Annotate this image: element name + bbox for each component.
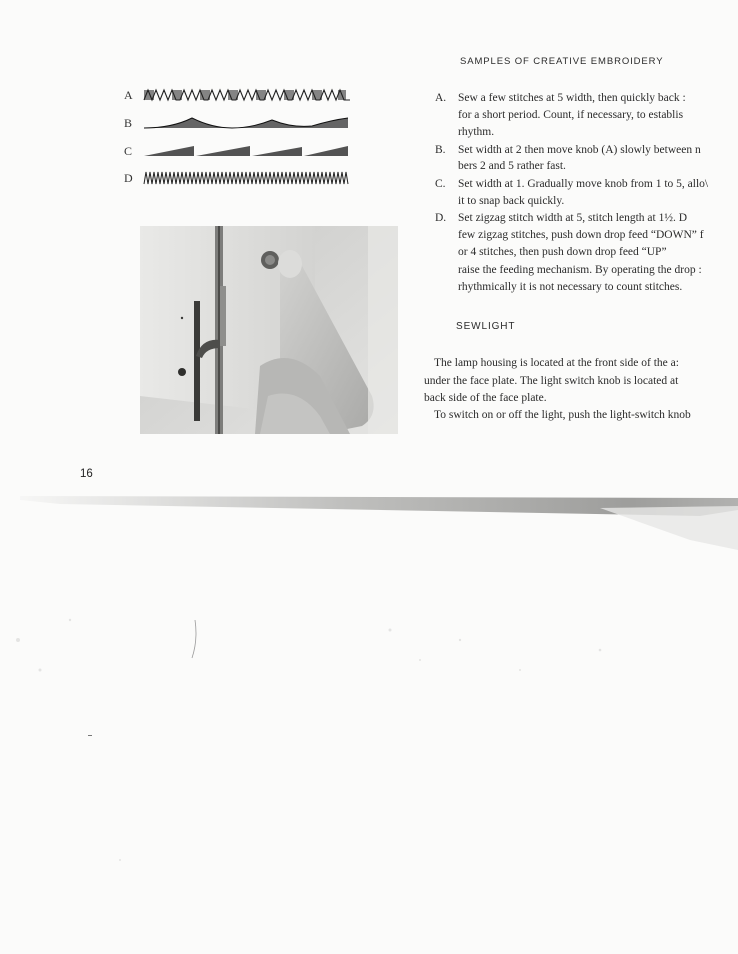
item-a-line-3: rhythm.	[458, 126, 495, 138]
scan-speckle	[0, 560, 738, 954]
stitch-sample-c	[124, 142, 354, 160]
item-b-line-2: bers 2 and 5 rather fast.	[458, 160, 566, 172]
sewlight-line-3: back side of the face plate.	[424, 392, 547, 404]
item-letter-d: D.	[435, 212, 447, 224]
section-heading-sewlight: SEWLIGHT	[456, 321, 516, 332]
sample-label: B	[124, 116, 133, 130]
item-letter-c: C.	[435, 178, 446, 190]
sewlight-line-4: To switch on or off the light, push the light-switch knob	[434, 409, 691, 421]
item-d-line-3: or 4 stitches, then push down drop feed “UP”	[458, 246, 667, 258]
item-c-line-2: it to snap back quickly.	[458, 195, 565, 207]
sewlight-line-1: The lamp housing is located at the front side of the a:	[434, 357, 679, 369]
zigzag-stitch-sample-d	[142, 169, 352, 187]
item-letter-b: B.	[435, 144, 446, 156]
scan-edge-shadow	[0, 490, 738, 560]
photo-drop-feed-knob	[140, 226, 398, 434]
wave-stitch-sample-b	[142, 114, 352, 132]
section-heading-embroidery: SAMPLES OF CREATIVE EMBROIDERY	[460, 56, 664, 67]
item-d-line-1: Set zigzag stitch width at 5, stitch length at 1½. D	[458, 212, 688, 224]
item-d-line-4: raise the feeding mechanism. By operating the drop :	[458, 264, 702, 276]
item-a-line-2: for a short period. Count, if necessary, to establis	[458, 109, 684, 121]
item-b-line-1: Set width at 2 then move knob (A) slowly between n	[458, 144, 701, 156]
sample-label: A	[124, 88, 133, 102]
satin-stitch-sample-a	[142, 86, 352, 104]
item-d-line-5: rhythmically it is not necessary to count stitches.	[458, 281, 683, 293]
page-number: 16	[80, 468, 93, 480]
stitch-sample-b	[124, 114, 354, 132]
ramp-stitch-sample-c	[142, 142, 352, 160]
item-a-line-1: Sew a few stitches at 5 width, then quickly back :	[458, 92, 686, 104]
item-c-line-1: Set width at 1. Gradually move knob from 1 to 5, allo\	[458, 178, 709, 190]
stitch-sample-d	[124, 169, 354, 187]
sample-label: D	[124, 171, 133, 185]
sample-label: C	[124, 144, 133, 158]
item-letter-a: A.	[435, 92, 447, 104]
sewlight-line-2: under the face plate. The light switch knob is located at	[424, 375, 679, 387]
item-d-line-2: few zigzag stitches, push down drop feed “DOWN” f́	[458, 229, 704, 241]
stitch-sample-a	[124, 86, 354, 104]
